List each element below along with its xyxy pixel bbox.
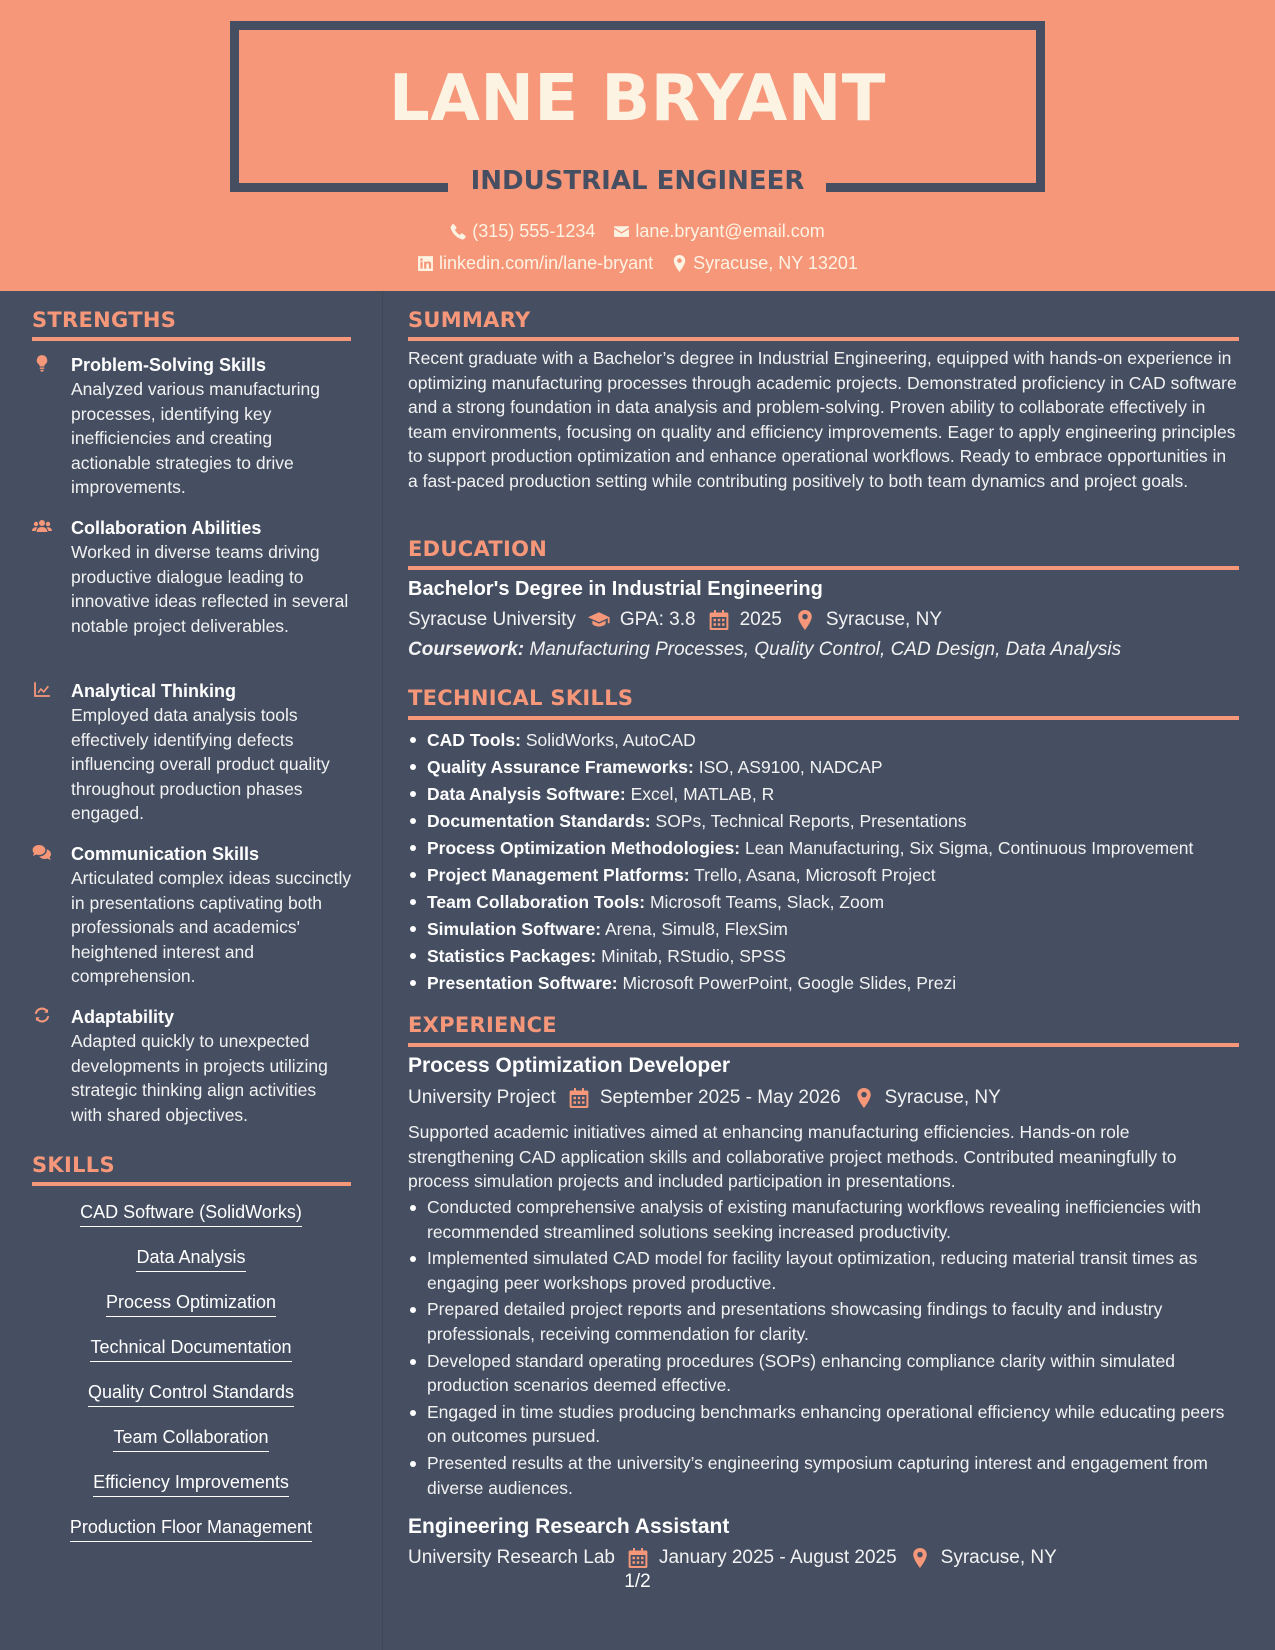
- email-text: lane.bryant@email.com: [635, 221, 825, 241]
- list-item: CAD Tools: SolidWorks, AutoCAD: [408, 727, 1240, 754]
- list-item: Engaged in time studies producing benchmarks enhancing operational efficiency while educating peers on outcomes pursued.: [408, 1400, 1240, 1449]
- technical-skills-list: [408, 727, 1240, 997]
- strength-desc: Employed data analysis tools effectively identifying defects influencing overall product quality throughout production phases engaged.: [71, 705, 330, 823]
- job-org: University Project: [408, 1087, 556, 1108]
- job-1-summary: Supported academic initiatives aimed at enhancing manufacturing efficiencies. Hands-on role strengthening CAD application skills and collaborative project methods. Contributed meaningfully to process simulation projects and included participation in presentations.: [408, 1122, 1177, 1192]
- strength-desc: Worked in diverse teams driving productive dialogue leading to innovative ideas reflected in several notable project deliverables.: [71, 542, 349, 636]
- experience-divider: [408, 1043, 1239, 1047]
- list-item: Process Optimization Methodologies: Lean Manufacturing, Six Sigma, Continuous Improvement: [408, 835, 1240, 862]
- calendar-icon: [708, 610, 730, 630]
- sync-icon: [32, 1006, 56, 1026]
- skill-item: Data Analysis: [32, 1247, 350, 1272]
- summary-divider: [408, 337, 1239, 341]
- school-name: Syracuse University: [408, 609, 576, 630]
- strength-title: Collaboration Abilities: [71, 518, 262, 538]
- coursework-line: [408, 639, 1121, 661]
- job-location: Syracuse, NY: [940, 1547, 1057, 1568]
- job-org: University Research Lab: [408, 1547, 615, 1568]
- strengths-divider: [32, 337, 351, 341]
- job-1-title: Process Optimization Developer: [408, 1054, 731, 1077]
- skill-item: Efficiency Improvements: [32, 1472, 350, 1497]
- strength-title: Adaptability: [71, 1007, 175, 1027]
- education-meta: [408, 609, 942, 631]
- list-item: Quality Assurance Frameworks: ISO, AS9100, NADCAP: [408, 754, 1240, 781]
- phone-text: (315) 555-1234: [472, 221, 596, 241]
- list-item: Presented results at the university’s engineering symposium capturing interest and engagement from diverse audiences.: [408, 1451, 1240, 1500]
- phone-contact[interactable]: [450, 221, 595, 242]
- strength-item: [32, 679, 352, 826]
- map-marker-icon: [671, 255, 688, 272]
- contact-row-1: [0, 221, 1275, 242]
- strengths-heading: STRENGTHS: [32, 308, 177, 332]
- strength-title: Problem-Solving Skills: [71, 355, 267, 375]
- resume-header: [0, 0, 1275, 291]
- strength-desc: Articulated complex ideas succinctly in presentations captivating both professionals and academics' heightened interest and comprehension.: [71, 868, 352, 986]
- job-1-meta: [408, 1087, 1001, 1109]
- envelope-icon: [613, 223, 630, 240]
- skills-heading: SKILLS: [32, 1153, 115, 1177]
- strength-desc: Adapted quickly to unexpected developments in projects utilizing strategic thinking align activities with shared objectives.: [71, 1031, 328, 1125]
- list-item: Statistics Packages: Minitab, RStudio, SPSS: [408, 943, 1240, 970]
- location-contact: [671, 253, 858, 274]
- chart-line-icon: [32, 680, 56, 700]
- education-heading: EDUCATION: [408, 537, 548, 561]
- job-dates: January 2025 - August 2025: [658, 1547, 897, 1568]
- calendar-icon: [568, 1088, 590, 1108]
- linkedin-contact[interactable]: [417, 253, 653, 274]
- skill-item: Quality Control Standards: [32, 1382, 350, 1407]
- gpa-text: GPA: 3.8: [619, 609, 696, 630]
- coursework-label: Coursework:: [408, 639, 525, 660]
- skill-item: Production Floor Management: [32, 1517, 350, 1542]
- linkedin-icon: [417, 255, 434, 272]
- phone-icon: [450, 223, 467, 240]
- strength-title: Analytical Thinking: [71, 681, 237, 701]
- list-item: Prepared detailed project reports and presentations showcasing findings to faculty and industry professionals, receiving commendation for clarity.: [408, 1297, 1240, 1346]
- contact-row-2: [0, 253, 1275, 274]
- job-2-title: Engineering Research Assistant: [408, 1515, 730, 1538]
- job-location: Syracuse, NY: [884, 1087, 1001, 1108]
- strength-title: Communication Skills: [71, 844, 260, 864]
- list-item: Conducted comprehensive analysis of existing manufacturing workflows revealing inefficiencies with recommended streamlined solutions seeking increased productivity.: [408, 1195, 1240, 1244]
- strength-desc: Analyzed various manufacturing processes, identifying key inefficiencies and creating actionable strategies to drive improvements.: [71, 379, 321, 497]
- lightbulb-icon: [32, 354, 56, 374]
- list-item: Documentation Standards: SOPs, Technical Reports, Presentations: [408, 808, 1240, 835]
- job-dates: September 2025 - May 2026: [599, 1087, 841, 1108]
- graduation-cap-icon: [588, 610, 610, 630]
- list-item: Project Management Platforms: Trello, Asana, Microsoft Project: [408, 862, 1240, 889]
- map-marker-icon: [909, 1548, 931, 1568]
- education-divider: [408, 566, 1239, 570]
- list-item: Team Collaboration Tools: Microsoft Teams, Slack, Zoom: [408, 889, 1240, 916]
- coursework-text: Manufacturing Processes, Quality Control, CAD Design, Data Analysis: [529, 639, 1122, 660]
- skill-item: Technical Documentation: [32, 1337, 350, 1362]
- degree-title: Bachelor's Degree in Industrial Engineering: [408, 578, 823, 600]
- skills-divider: [32, 1182, 351, 1186]
- technical-skills-heading: TECHNICAL SKILLS: [408, 686, 634, 710]
- summary-text: Recent graduate with a Bachelor’s degree in Industrial Engineering, equipped with hands-on experience in optimizing manufacturing processes through academic projects. Demonstrated proficiency in CAD software and a strong foundation in data analysis and problem-solving. Proven ability to collaborate effectively in team environments, focusing on quality and efficiency improvements. Eager to apply engineering principles to support production optimization and enhance operational workflows. Ready to embrace opportunities in a fast-paced production setting while contributing positively to both team dynamics and project goals.: [408, 348, 1237, 491]
- comments-icon: [32, 843, 56, 863]
- list-item: Implemented simulated CAD model for facility layout optimization, reducing material transit times as engaging peer workshops proved productive.: [408, 1246, 1240, 1295]
- candidate-name: LANE BRYANT: [389, 62, 886, 136]
- strength-item: [32, 842, 352, 989]
- location-text: Syracuse, NY 13201: [693, 253, 858, 273]
- technical-skills-divider: [408, 716, 1239, 720]
- map-marker-icon: [794, 610, 816, 630]
- school-location: Syracuse, NY: [825, 609, 943, 630]
- column-divider: [382, 291, 383, 1650]
- experience-heading: EXPERIENCE: [408, 1013, 557, 1037]
- list-item: Simulation Software: Arena, Simul8, FlexSim: [408, 916, 1240, 943]
- skill-item: Team Collaboration: [32, 1427, 350, 1452]
- skill-item: CAD Software (SolidWorks): [32, 1202, 350, 1227]
- users-icon: [32, 517, 56, 537]
- job-2-meta: [408, 1547, 1057, 1569]
- map-marker-icon: [853, 1088, 875, 1108]
- calendar-icon: [627, 1548, 649, 1568]
- list-item: Developed standard operating procedures (SOPs) enhancing compliance clarity within simulated production scenarios deemed effective.: [408, 1349, 1240, 1398]
- linkedin-text: linkedin.com/in/lane-bryant: [439, 253, 654, 273]
- job-1-bullets: [408, 1195, 1240, 1502]
- strength-item: [32, 516, 352, 638]
- list-item: Presentation Software: Microsoft PowerPoint, Google Slides, Prezi: [408, 970, 1240, 997]
- graduation-year: 2025: [739, 609, 782, 630]
- summary-heading: SUMMARY: [408, 308, 531, 332]
- strength-item: [32, 1005, 352, 1127]
- job-title: INDUSTRIAL ENGINEER: [470, 166, 805, 196]
- skill-item: Process Optimization: [32, 1292, 350, 1317]
- page-number: 1/2: [624, 1571, 651, 1592]
- list-item: Data Analysis Software: Excel, MATLAB, R: [408, 781, 1240, 808]
- strength-item: [32, 353, 352, 500]
- email-contact[interactable]: [613, 221, 824, 242]
